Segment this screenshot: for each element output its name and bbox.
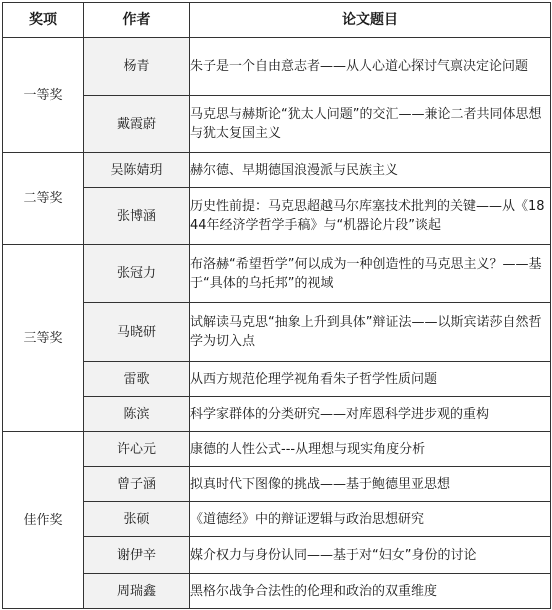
title-cell: 拟真时代下图像的挑战——基于鲍德里亚思想 (190, 467, 551, 502)
table-row (3, 96, 551, 153)
author-cell: 戴霞蔚 (84, 96, 190, 153)
author-cell: 许心元 (84, 432, 190, 467)
author-cell: 张硕 (84, 502, 190, 537)
table-row (3, 397, 551, 432)
author-cell: 杨青 (84, 38, 190, 96)
table-row (3, 432, 551, 467)
author-cell: 周瑞鑫 (84, 574, 190, 609)
award-third-prize: 三等奖 (3, 245, 84, 432)
table-row (3, 574, 551, 609)
table-row (3, 537, 551, 574)
author-cell: 张博涵 (84, 188, 190, 245)
table-row (3, 153, 551, 188)
award-first-prize: 一等奖 (3, 38, 84, 153)
header-row (3, 3, 551, 38)
author-cell: 陈滨 (84, 397, 190, 432)
author-cell: 雷歌 (84, 362, 190, 397)
title-cell: 康德的人性公式---从理想与现实角度分析 (190, 432, 551, 467)
title-cell: 《道德经》中的辩证逻辑与政治思想研究 (190, 502, 551, 537)
title-cell: 媒介权力与身份认同——基于对“妇女”身份的讨论 (190, 537, 551, 574)
author-cell: 张冠力 (84, 245, 190, 303)
author-cell: 谢伊辛 (84, 537, 190, 574)
title-cell: 黑格尔战争合法性的伦理和政治的双重维度 (190, 574, 551, 609)
author-cell: 马晓研 (84, 303, 190, 362)
title-cell: 历史性前提：马克思超越马尔库塞技术批判的关键——从《1844年经济学哲学手稿》与“机器论片段”谈起 (190, 188, 551, 245)
table-row (3, 467, 551, 502)
award-honorable-mention: 佳作奖 (3, 432, 84, 609)
table-row (3, 502, 551, 537)
award-second-prize: 二等奖 (3, 153, 84, 245)
table-row (3, 38, 551, 96)
title-cell: 马克思与赫斯论“犹太人问题”的交汇——兼论二者共同体思想与犹太复国主义 (190, 96, 551, 153)
title-cell: 试解读马克思“抽象上升到具体”辩证法——以斯宾诺莎自然哲学为切入点 (190, 303, 551, 362)
title-cell: 布洛赫“希望哲学”何以成为一种创造性的马克思主义？——基于“具体的乌托邦”的视域 (190, 245, 551, 303)
awards-table (2, 2, 551, 609)
table-row (3, 245, 551, 303)
title-cell: 科学家群体的分类研究——对库恩科学进步观的重构 (190, 397, 551, 432)
author-cell: 吴陈婧玥 (84, 153, 190, 188)
header-author: 作者 (84, 3, 190, 38)
title-cell: 从西方规范伦理学视角看朱子哲学性质问题 (190, 362, 551, 397)
header-award: 奖项 (3, 3, 84, 38)
header-title: 论文题目 (190, 3, 551, 38)
title-cell: 赫尔德、早期德国浪漫派与民族主义 (190, 153, 551, 188)
table-row (3, 303, 551, 362)
table-row (3, 362, 551, 397)
table-row (3, 188, 551, 245)
author-cell: 曾子涵 (84, 467, 190, 502)
title-cell: 朱子是一个自由意志者——从人心道心探讨气禀决定论问题 (190, 38, 551, 96)
